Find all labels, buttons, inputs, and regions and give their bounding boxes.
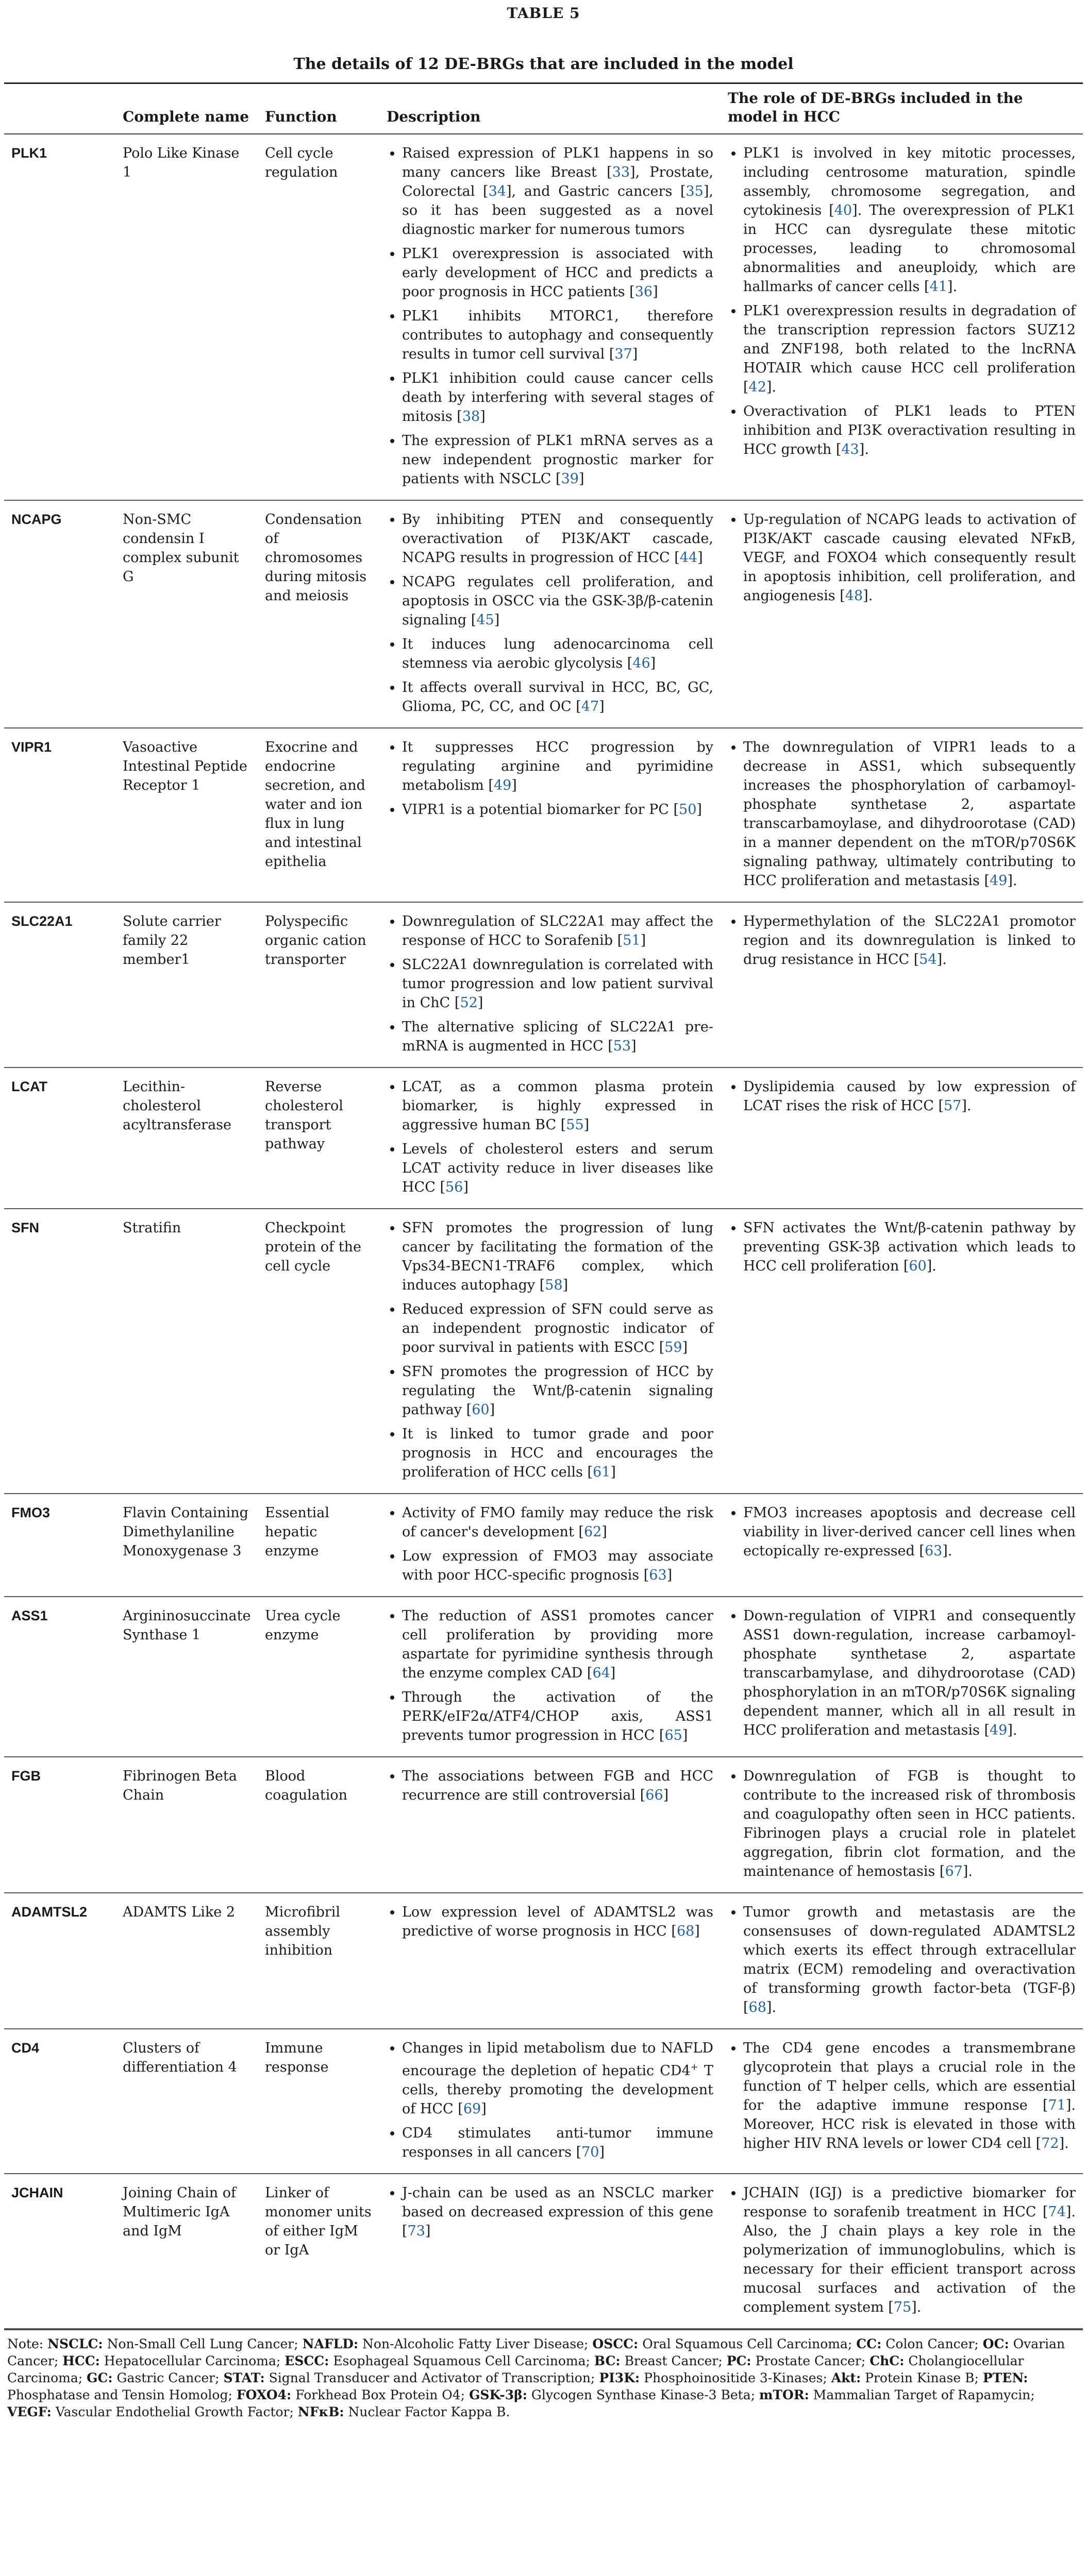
description-cell [379,728,721,902]
role-list [728,1767,1076,1881]
complete-name: Lecithin-cholesterol acyltransferase [115,1067,258,1209]
citation-link[interactable]: 50 [679,802,697,818]
note-abbrev: VEGF: [7,2404,52,2419]
note-abbrev: GSK-3β: [469,2387,527,2402]
description-list [387,912,713,1056]
role-cell [721,1067,1083,1209]
description-item: • PLK1 inhibition could cause cancer cells death by interfering with several stages of mitosis [38] [402,369,713,426]
role-list [728,510,1076,605]
citation-link[interactable]: 59 [664,1340,682,1355]
role-item: • Overactivation of PLK1 leads to PTEN inhibition and PI3K overactivation resulting in HCC growth [43]. [743,402,1076,459]
complete-name: Polo Like Kinase 1 [115,134,258,500]
citation-link[interactable]: 67 [945,1863,963,1879]
note-text: Oral Squamous Cell Carcinoma; [638,2336,857,2351]
role-item: • The CD4 gene encodes a transmembrane glycoprotein that plays a crucial role in the function of T helper cells, which are essential for the adaptive immune response [71]. Moreover, HCC risk is elevated in those with higher HIV RNA levels or lower CD4 cell [72]. [743,2039,1076,2153]
table-note [4,2329,1083,2420]
complete-name: Solute carrier family 22 member1 [115,902,258,1067]
citation-link[interactable]: 35 [685,183,704,199]
function-cell: Essential hepatic enzyme [258,1494,379,1597]
description-item: • SLC22A1 downregulation is correlated with tumor progression and low patient survival in ChC [52] [402,955,713,1012]
citation-link[interactable]: 36 [634,284,653,300]
role-item: • PLK1 overexpression results in degradation of the transcription repression factors SUZ12 and ZNF198, both related to the lncRNA HOTAIR which cause HCC cell proliferation [42]. [743,301,1076,397]
table-row [4,728,1083,902]
description-list [387,1767,713,1805]
note-text: Vascular Endothelial Growth Factor; [51,2404,298,2419]
description-list [387,510,713,716]
description-item: • SFN promotes the progression of HCC by regulating the Wnt/β-catenin signaling pathway [60] [402,1362,713,1419]
citation-link[interactable]: 63 [649,1567,667,1583]
note-abbrev: ESCC: [285,2353,329,2368]
table-row [4,2029,1083,2174]
function-cell: Checkpoint protein of the cell cycle [258,1209,379,1494]
complete-name: Clusters of differentiation 4 [115,2029,258,2174]
complete-name: ADAMTS Like 2 [115,1893,258,2029]
gene-symbol: FMO3 [4,1494,115,1597]
note-abbrev: GC: [87,2370,113,2385]
note-text: Cholangiocellular Carcinoma; [7,2353,1024,2385]
description-item: • SFN promotes the progression of lung cancer by facilitating the formation of the Vps34-BECN1-TRAF6 complex, which induces autophagy [58] [402,1218,713,1295]
role-cell [721,1893,1083,2029]
role-item: • Down-regulation of VIPR1 and consequently ASS1 down-regulation, increase carbamoyl-phosphate synthetase 2, aspartate transcarbamylase, and dihydroorotase (CAD) phosphorylation in an mTOR/p70S6K signaling dependent manner, which all in all result in HCC proliferation and metastasis [49]. [743,1606,1076,1740]
description-list [387,144,713,488]
gene-symbol: SLC22A1 [4,902,115,1067]
note-text: Forkhead Box Protein O4; [291,2387,470,2402]
note-abbrev: ChC: [869,2353,905,2368]
description-item: • Levels of cholesterol esters and serum LCAT activity reduce in liver diseases like HCC [56] [402,1140,713,1197]
description-item: • The alternative splicing of SLC22A1 pre-mRNA is augmented in HCC [53] [402,1018,713,1056]
description-cell [379,1494,721,1597]
description-cell [379,1893,721,2029]
description-item: • The associations between FGB and HCC recurrence are still controversial [66] [402,1767,713,1805]
function-cell: Immune response [258,2029,379,2174]
role-item: • Dyslipidemia caused by low expression of LCAT rises the risk of HCC [57]. [743,1077,1076,1115]
description-item: • It is linked to tumor grade and poor prognosis in HCC and encourages the proliferation of HCC cells [61] [402,1425,713,1482]
table-row [4,2174,1083,2329]
complete-name: Flavin Containing Dimethylaniline Monoxygenase 3 [115,1494,258,1597]
citation-link[interactable]: 60 [472,1402,490,1418]
complete-name: Joining Chain of Multimeric IgA and IgM [115,2174,258,2329]
description-cell [379,500,721,728]
citation-link[interactable]: 44 [679,550,698,566]
gene-symbol: ASS1 [4,1597,115,1757]
description-cell [379,1597,721,1757]
function-cell: Cell cycle regulation [258,134,379,500]
header-complete-name: Complete name [115,84,258,134]
description-item: • Low expression level of ADAMTSL2 was predictive of worse prognosis in HCC [68] [402,1903,713,1941]
header-role: The role of DE-BRGs included in the model in HCC [721,84,1083,134]
description-cell [379,1757,721,1893]
citation-link[interactable]: 40 [834,202,852,218]
note-abbrev: NFκB: [297,2404,344,2419]
citation-link[interactable]: 70 [581,2144,599,2160]
citation-link[interactable]: 75 [893,2299,912,2315]
note-abbrev: Akt: [831,2370,861,2385]
role-cell [721,1494,1083,1597]
citation-link[interactable]: 60 [909,1258,927,1274]
gene-symbol: JCHAIN [4,2174,115,2329]
description-cell [379,2174,721,2329]
gene-symbol: ADAMTSL2 [4,1893,115,2029]
role-item: • Hypermethylation of the SLC22A1 promotor region and its downregulation is linked to drug resistance in HCC [54]. [743,912,1076,969]
citation-link[interactable]: 66 [645,1787,663,1803]
function-cell: Blood coagulation [258,1757,379,1893]
note-text: Prostate Cancer; [751,2353,870,2368]
citation-link[interactable]: 68 [676,1923,695,1939]
citation-link[interactable]: 63 [924,1543,943,1559]
citation-link[interactable]: 42 [748,379,766,395]
note-abbrev: CC: [856,2336,882,2351]
description-item: • PLK1 inhibits MTORC1, therefore contributes to autophagy and consequently results in tumor cell survival [37] [402,307,713,364]
description-item: • J-chain can be used as an NSCLC marker based on decreased expression of this gene [73] [402,2183,713,2241]
role-cell [721,500,1083,728]
note-text: Glycogen Synthase Kinase-3 Beta; [527,2387,759,2402]
role-list [728,2183,1076,2317]
role-item: • SFN activates the Wnt/β-catenin pathway by preventing GSK-3β activation which leads to HCC cell proliferation [60]. [743,1218,1076,1276]
citation-link[interactable]: 41 [929,279,947,295]
note-abbrev: BC: [594,2353,621,2368]
complete-name: Non-SMC condensin I complex subunit G [115,500,258,728]
citation-link[interactable]: 55 [566,1117,584,1133]
note-text: Phosphoinositide 3-Kinases; [640,2370,831,2385]
citation-link[interactable]: 58 [545,1277,563,1293]
citation-link[interactable]: 72 [1041,2136,1059,2151]
role-item: • Downregulation of FGB is thought to contribute to the increased risk of thrombosis and coagulopathy often seen in HCC patients. Fibrinogen plays a crucial role in platelet aggregation, fibrin clot formation, and the maintenance of hemostasis [67]. [743,1767,1076,1881]
function-cell: Exocrine and endocrine secretion, and water and ion flux in lung and intestinal epithelia [258,728,379,902]
note-text: Non-Small Cell Lung Cancer; [103,2336,303,2351]
citation-link[interactable]: 49 [493,777,512,793]
gene-symbol: VIPR1 [4,728,115,902]
description-item: • Reduced expression of SFN could serve as an independent prognostic indicator of poor survival in patients with ESCC [59] [402,1300,713,1357]
citation-link[interactable]: 62 [583,1524,602,1540]
note-text: Ovarian Cancer; [7,2336,1065,2368]
gene-table [4,84,1083,2329]
role-list [728,1606,1076,1740]
table-row [4,1209,1083,1494]
complete-name: Vasoactive Intestinal Peptide Receptor 1 [115,728,258,902]
citation-link[interactable]: 57 [943,1098,962,1114]
description-item: • Through the activation of the PERK/eIF2α/ATF4/CHOP axis, ASS1 prevents tumor progression in HCC [65] [402,1688,713,1745]
description-item: • VIPR1 is a potential biomarker for PC [50] [402,800,713,819]
header-row [4,84,1083,134]
role-item: • Tumor growth and metastasis are the consensuses of down-regulated ADAMTSL2 which exerts its effect through extracellular matrix (ECM) remodeling and overactivation of transforming growth factor-beta (TGF-β) [68]. [743,1903,1076,2017]
note-text: Breast Cancer; [620,2353,727,2368]
table-row [4,1494,1083,1597]
citation-link[interactable]: 74 [1048,2204,1066,2220]
gene-symbol: LCAT [4,1067,115,1209]
header-gene [4,84,115,134]
description-item: • LCAT, as a common plasma protein biomarker, is highly expressed in aggressive human BC [55] [402,1077,713,1134]
table-row [4,1597,1083,1757]
role-list [728,144,1076,459]
note-text: Signal Transducer and Activator of Transcription; [264,2370,599,2385]
description-item: • Low expression of FMO3 may associate with poor HCC-specific prognosis [63] [402,1547,713,1585]
gene-symbol: SFN [4,1209,115,1494]
table-title: The details of 12 DE-BRGs that are included in the model [293,55,794,73]
citation-link[interactable]: 68 [748,1999,766,2015]
citation-link[interactable]: 64 [592,1665,610,1681]
citation-link[interactable]: 73 [407,2223,425,2239]
role-item: • The downregulation of VIPR1 leads to a decrease in ASS1, which subsequently increases the phosphorylation of carbamoyl-phosphate synthetase 2, aspartate transcarbamoylase, and dihydroorotase (CAD) in a manner dependent on the mTOR/p70S6K signaling pathway, ultimately contributing to HCC proliferation and metastasis [49]. [743,738,1076,890]
citation-link[interactable]: 54 [919,952,937,968]
citation-link[interactable]: 48 [845,588,863,604]
complete-name: Argininosuccinate Synthase 1 [115,1597,258,1757]
table-row [4,134,1083,500]
description-item: • PLK1 overexpression is associated with early development of HCC and predicts a poor prognosis in HCC patients [36] [402,244,713,301]
role-list [728,738,1076,890]
description-list [387,1218,713,1482]
function-cell: Linker of monomer units of either IgM or IgA [258,2174,379,2329]
function-cell: Microfibril assembly inhibition [258,1893,379,2029]
function-cell: Urea cycle enzyme [258,1597,379,1757]
role-cell [721,728,1083,902]
table-row [4,902,1083,1067]
note-text: Protein Kinase B; [861,2370,983,2385]
function-cell: Condensation of chromosomes during mitosis and meiosis [258,500,379,728]
description-list [387,2183,713,2241]
description-list [387,738,713,819]
gene-symbol: FGB [4,1757,115,1893]
note-text: Gastric Cancer; [112,2370,224,2385]
description-item: • Activity of FMO family may reduce the risk of cancer's development [62] [402,1503,713,1541]
role-cell [721,134,1083,500]
description-list [387,1606,713,1745]
note-text: Esophageal Squamous Cell Carcinoma; [329,2353,594,2368]
description-cell [379,902,721,1067]
note-abbrev: OC: [982,2336,1009,2351]
description-item: • The reduction of ASS1 promotes cancer cell proliferation by providing more aspartate for pyrimidine synthesis through the enzyme complex CAD [64] [402,1606,713,1683]
complete-name: Stratifin [115,1209,258,1494]
citation-link[interactable]: 69 [463,2101,481,2117]
citation-link[interactable]: 45 [476,612,494,628]
citation-link[interactable]: 46 [632,655,650,671]
role-cell [721,1209,1083,1494]
role-item: • JCHAIN (IGJ) is a predictive biomarker for response to sorafenib treatment in HCC [74]. Also, the J chain plays a key role in the polymerization of immunoglobulins, which is necessary for their efficient transport across mucosal surfaces and activation of the complement system [75]. [743,2183,1076,2317]
note-text: Phosphatase and Tensin Homolog; [7,2387,237,2402]
table-row [4,1757,1083,1893]
complete-name: Fibrinogen Beta Chain [115,1757,258,1893]
citation-link[interactable]: 34 [488,183,506,199]
description-cell [379,1209,721,1494]
citation-link[interactable]: 65 [664,1727,682,1743]
note-abbrev: FOXO4: [236,2387,292,2402]
citation-link[interactable]: 71 [1048,2097,1066,2113]
role-cell [721,2029,1083,2174]
table-body [4,134,1083,2329]
table-row [4,500,1083,728]
role-list [728,1077,1076,1115]
note-abbrev: OSCC: [592,2336,639,2351]
citation-link[interactable]: 43 [841,442,859,457]
note-abbrev: PTEN: [982,2370,1028,2385]
note-abbrev: PI3K: [599,2370,640,2385]
role-item: • FMO3 increases apoptosis and decrease cell viability in liver-derived cancer cell lines when ectopically re-expressed [63]. [743,1503,1076,1561]
citation-link[interactable]: 52 [460,995,478,1011]
role-item: • Up-regulation of NCAPG leads to activation of PI3K/AKT cascade causing elevated NFκB, VEGF, and FOXO4 which consequently result in apoptosis inhibition, cell proliferation, and angiogenesis [48]. [743,510,1076,605]
role-list [728,912,1076,969]
function-cell: Reverse cholesterol transport pathway [258,1067,379,1209]
description-item: • NCAPG regulates cell proliferation, and apoptosis in OSCC via the GSK-3β/β-catenin signaling [45] [402,572,713,630]
description-item: • The expression of PLK1 mRNA serves as a new independent prognostic marker for patients with NSCLC [39] [402,431,713,488]
citation-link[interactable]: 61 [593,1464,611,1480]
note-abbrev: PC: [726,2353,751,2368]
note-text: Nuclear Factor Kappa B. [344,2404,510,2419]
description-list [387,1503,713,1585]
description-item: • It induces lung adenocarcinoma cell stemness via aerobic glycolysis [46] [402,635,713,673]
gene-symbol: NCAPG [4,500,115,728]
header-description: Description [379,84,721,134]
description-item: • CD4 stimulates anti-tumor immune responses in all cancers [70] [402,2124,713,2162]
note-abbrev: NAFLD: [302,2336,359,2351]
citation-link[interactable]: 51 [623,933,641,948]
citation-link[interactable]: 53 [613,1038,631,1054]
gene-symbol: PLK1 [4,134,115,500]
note-text: Colon Cancer; [881,2336,983,2351]
role-cell [721,1757,1083,1893]
role-list [728,1903,1076,2017]
role-list [728,1218,1076,1276]
gene-symbol: CD4 [4,2029,115,2174]
note-abbrev: STAT: [223,2370,265,2385]
function-cell: Polyspecific organic cation transporter [258,902,379,1067]
table-row [4,1893,1083,2029]
citation-link[interactable]: 56 [445,1179,463,1195]
description-item: • Downregulation of SLC22A1 may affect the response of HCC to Sorafenib [51] [402,912,713,950]
description-cell [379,1067,721,1209]
description-cell [379,134,721,500]
description-list [387,2039,713,2162]
description-item: • It affects overall survival in HCC, BC, GC, Glioma, PC, CC, and OC [47] [402,678,713,716]
citation-link[interactable]: 39 [561,471,579,487]
role-cell [721,1597,1083,1757]
note-text: Non-Alcoholic Fatty Liver Disease; [358,2336,593,2351]
note-abbrev: HCC: [62,2353,100,2368]
citation-link[interactable]: 49 [990,873,1008,889]
note-abbrev: mTOR: [759,2387,809,2402]
note-text: Note: [7,2336,48,2351]
role-item: • PLK1 is involved in key mitotic processes, including centrosome maturation, spindle assembly, chromosome segregation, and cytokinesis [40]. The overexpression of PLK1 in HCC can dysregulate these mitotic processes, leading to chromosomal abnormalities and aneuploidy, which are hallmarks of cancer cells [41]. [743,144,1076,296]
description-item: • By inhibiting PTEN and consequently overactivation of PI3K/AKT cascade, NCAPG results in progression of HCC [44] [402,510,713,567]
note-text: Hepatocellular Carcinoma; [99,2353,285,2368]
description-list [387,1903,713,1941]
note-abbrev: NSCLC: [47,2336,103,2351]
description-item: • It suppresses HCC progression by regulating arginine and pyrimidine metabolism [49] [402,738,713,795]
description-list [387,1077,713,1197]
citation-link[interactable]: 49 [990,1722,1008,1738]
citation-link[interactable]: 37 [614,346,632,362]
description-cell [379,2029,721,2174]
note-text: Mammalian Target of Rapamycin; [809,2387,1035,2402]
role-list [728,1503,1076,1561]
citation-link[interactable]: 38 [462,409,480,425]
citation-link[interactable]: 47 [581,699,599,715]
citation-link[interactable]: 33 [612,164,630,180]
header-function: Function [258,84,379,134]
description-item: • Raised expression of PLK1 happens in so many cancers like Breast [33], Prostate, Colorectal [34], and Gastric cancers [35], so it has been suggested as a novel diagnostic marker for numerous tumors [402,144,713,239]
role-cell [721,902,1083,1067]
table-label: TABLE 5 [507,5,580,22]
table-row [4,1067,1083,1209]
role-cell [721,2174,1083,2329]
role-list [728,2039,1076,2153]
description-item: • Changes in lipid metabolism due to NAFLD encourage the depletion of hepatic CD4+ T cells, thereby promoting the development of HCC [69] [402,2039,713,2119]
